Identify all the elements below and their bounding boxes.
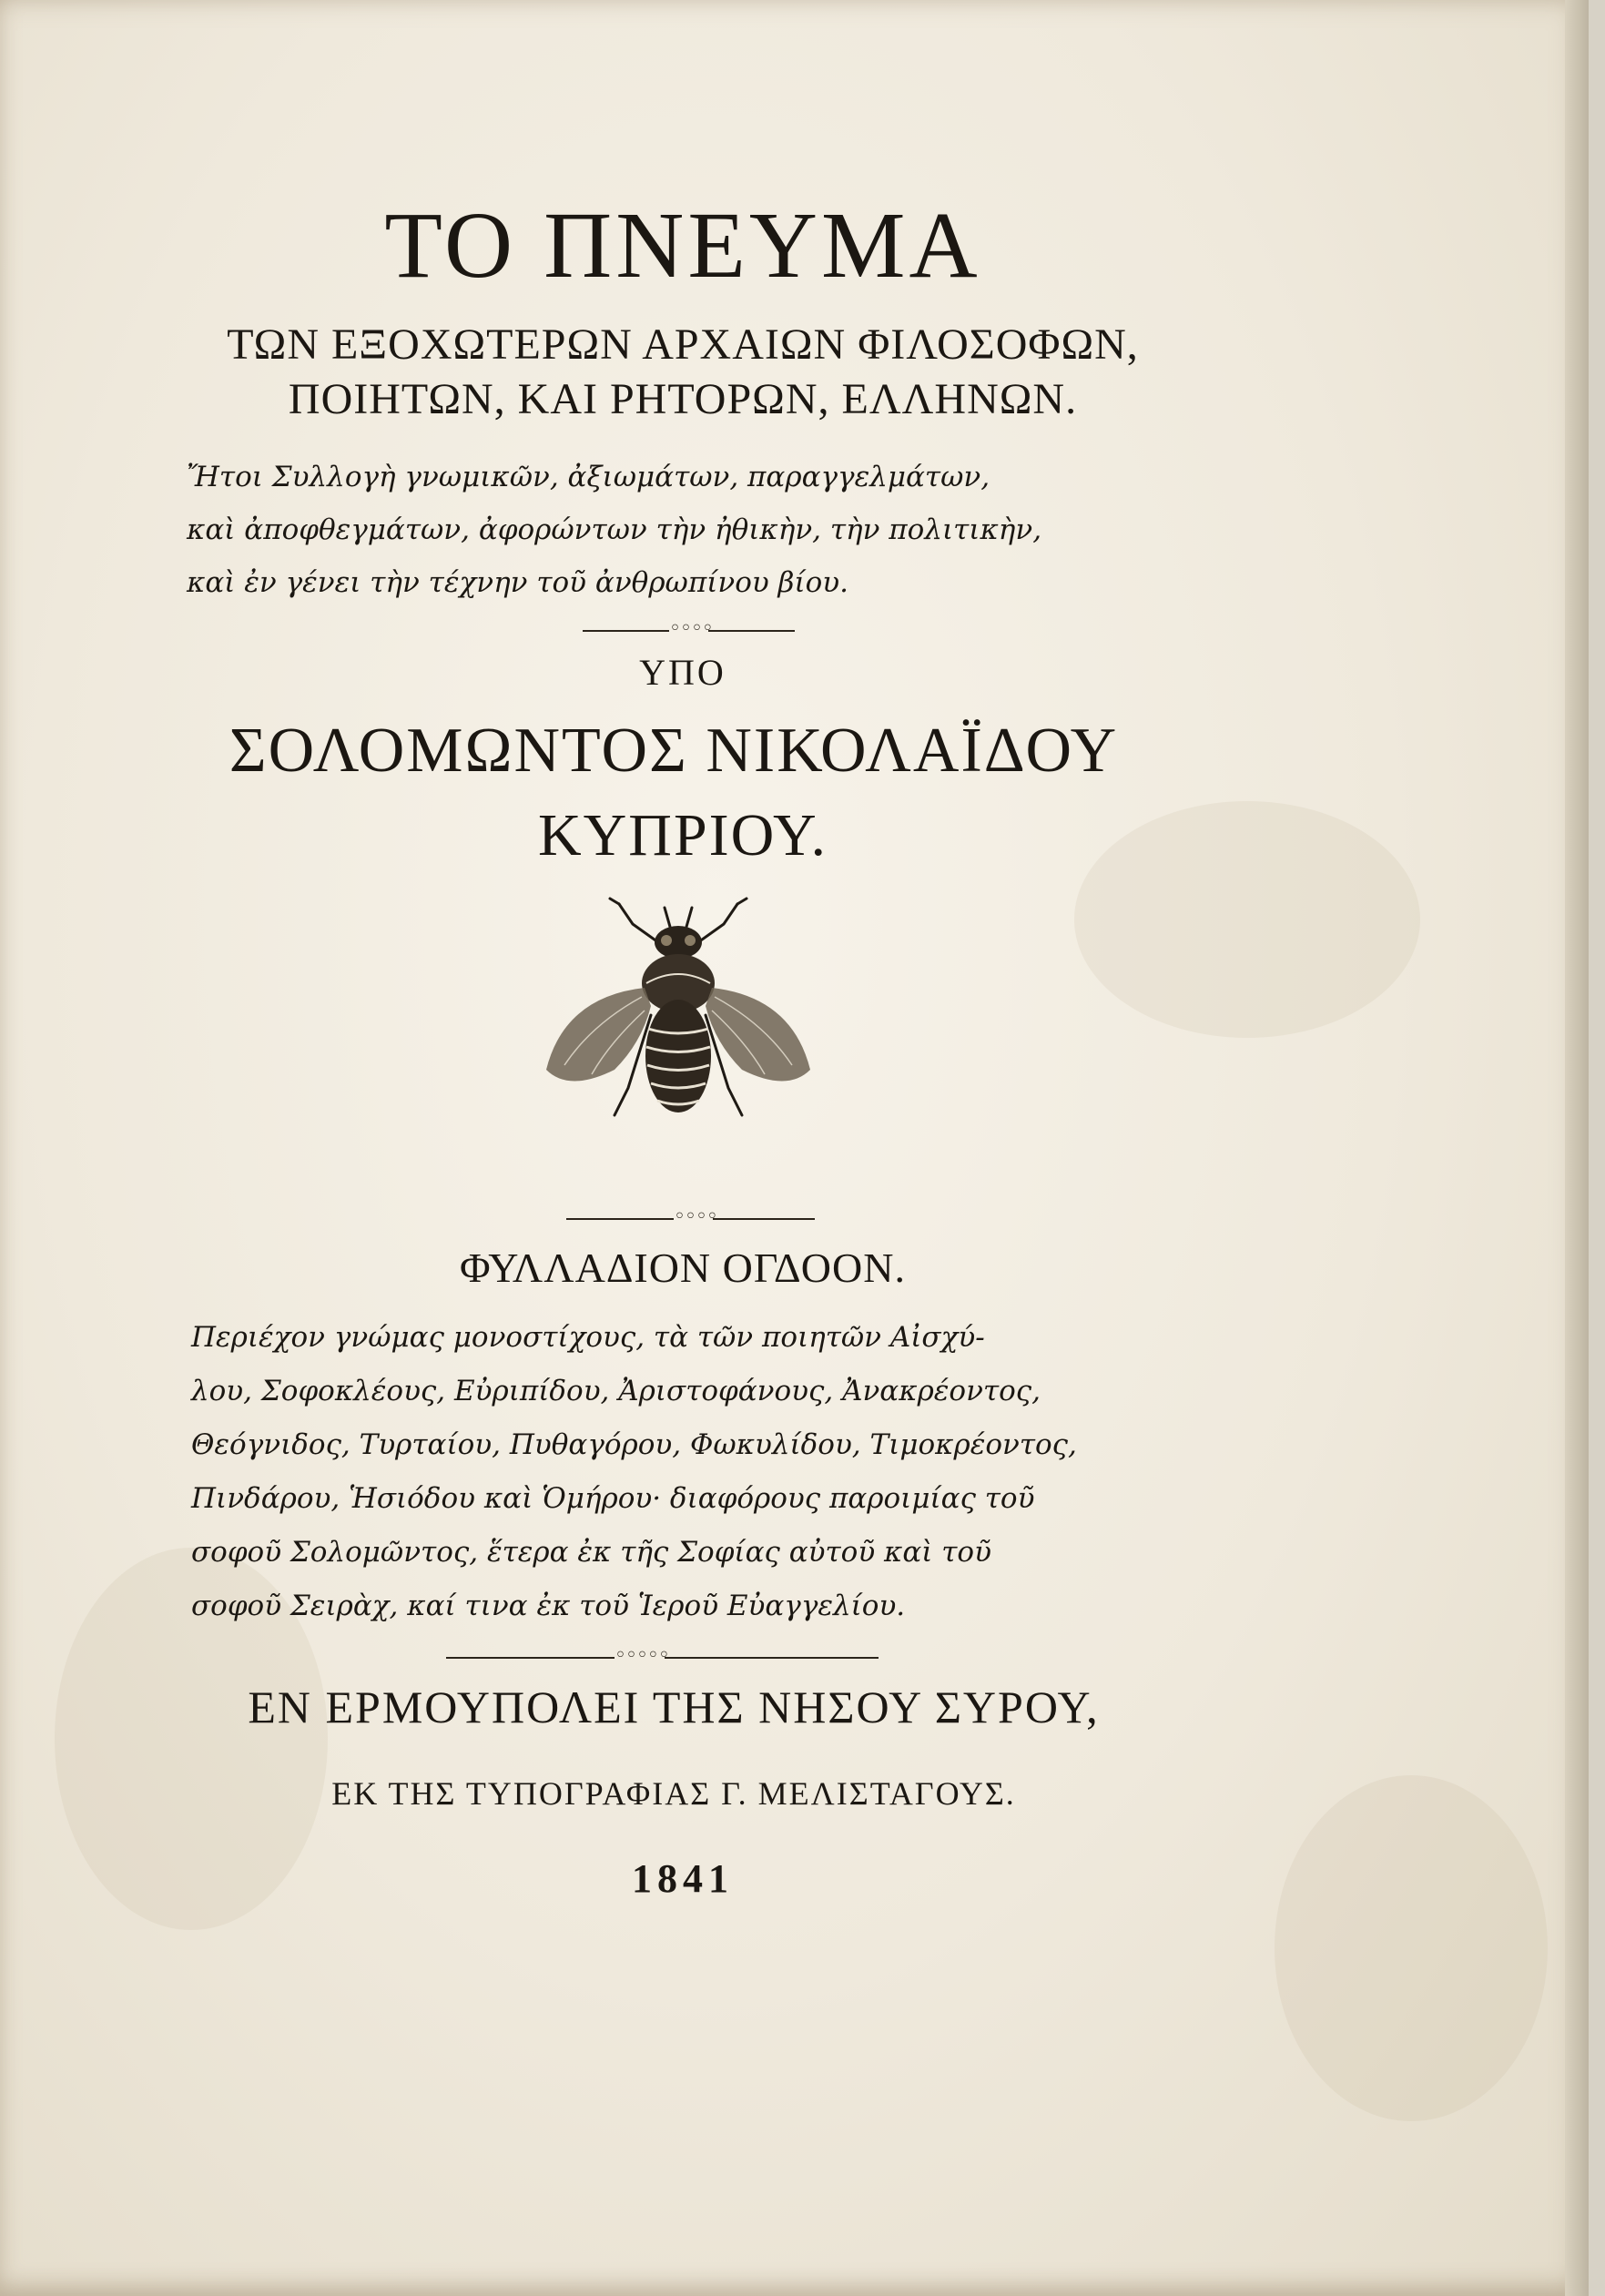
subtitle-line-1: ΤΩΝ ΕΞΟΧΩΤΕΡΩΝ ΑΡΧΑΙΩΝ ΦΙΛΟΣΟΦΩΝ, [227,320,1139,369]
issue-label: ΦΥΛΛΑΔΙΟΝ ΟΓΔΟΟΝ. [460,1245,906,1291]
title-page: ΤΟ ΠΝΕΥΜΑ ΤΩΝ ΕΞΟΧΩΤΕΡΩΝ ΑΡΧΑΙΩΝ ΦΙΛΟΣΟΦΩΝ, ΠΟΙΗΤΩΝ, ΚΑΙ ΡΗΤΟΡΩΝ, ΕΛΛΗΝΩΝ. Ἤτοι Συλλογὴ γνωμικῶν, ἀξιωμάτων, παραγγελμάτων, καὶ ἀποφθεγμάτων, ἀφορώντων τὴν ἠθικὴν, τὴν πολιτικὴν, καὶ ἐν γένει τὴν τέχνην τοῦ ἀνθρωπίνου βίου. ◦◦◦◦ ΥΠΟ ΣΟΛΟΜΩΝΤΟΣ ΝΙΚΟΛΑΪΔΟΥ ΚΥΠΡΙΟΥ. ◦◦◦◦ ΦΥΛΛΑΔΙΟΝ ΟΓΔΟΟΝ. Περιέχον γνώμας μονοστίχους, τὰ τῶν ποιητῶν Αἰσχύ- λου, Σοφοκλέους, Εὐριπίδου, Ἀριστοφάνους, Ἀνακρέοντος, Θεόγνιδος, Τυρταίου, Πυθαγόρου, Φωκυλίδου, Τιμοκρέοντος, Πινδάρου, Ἡσιόδου καὶ Ὁμήρου· διαφόρους παροιμίας τοῦ σοφοῦ Σολομῶντος, ἕτερα ἐκ τῆς Σοφίας αὐτοῦ καὶ τοῦ σοφοῦ Σειρὰχ, καί τινα ἐκ τοῦ Ἱεροῦ Εὐαγγελίου. ◦◦◦◦◦ ΕΝ ΕΡΜΟΥΠΟΛΕΙ ΤΗΣ ΝΗΣΟΥ ΣΥΡΟΥ, ΕΚ ΤΗΣ ΤΥΠΟΓΡΑΦΙΑΣ Γ. ΜΕΛΙΣΤΑΓΟΥΣ. 1841 [0,0,1589,2296]
contents-line: Περιέχον γνώμας μονοστίχους, τὰ τῶν ποιητῶν Αἰσχύ- [191,1321,985,1354]
contents-line: λου, Σοφοκλέους, Εὐριπίδου, Ἀριστοφάνους, Ἀνακρέοντος, [191,1375,1041,1407]
imprint-year: 1841 [632,1856,734,1901]
paper-stain [1275,1775,1548,2121]
bee-icon [528,897,828,1133]
description [187,451,1197,609]
contents-line: Θεόγνιδος, Τυρταίου, Πυθαγόρου, Φωκυλίδου, Τιμοκρέοντος, [191,1428,1077,1461]
description-line: καὶ ἀποφθεγμάτων, ἀφορώντων τὴν ἠθικὴν, τὴν πολιτικὴν, [187,513,1042,546]
contents-description [191,1311,1188,1633]
book-title: ΤΟ ΠΝΕΥΜΑ [384,193,981,298]
author-origin: ΚΥΠΡΙΟΥ. [537,802,828,869]
paper-stain [1074,801,1420,1038]
contents-line: σοφοῦ Σειρὰχ, καί τινα ἐκ τοῦ Ἱεροῦ Εὐαγγελίου. [191,1590,906,1622]
description-line: Ἤτοι Συλλογὴ γνωμικῶν, ἀξιωμάτων, παραγγελμάτων, [187,461,990,493]
description-line: καὶ ἐν γένει τὴν τέχνην τοῦ ἀνθρωπίνου βίου. [187,566,849,599]
imprint-place: ΕΝ ΕΡΜΟΥΠΟΛΕΙ ΤΗΣ ΝΗΣΟΥ ΣΥΡΟΥ, [248,1681,1100,1732]
author-name: ΣΟΛΟΜΩΝΤΟΣ ΝΙΚΟΛΑΪΔΟΥ [229,716,1119,786]
page-edge [1565,0,1589,2296]
by-label: ΥΠΟ [639,652,726,693]
imprint-printer: ΕΚ ΤΗΣ ΤΥΠΟΓΡΑΦΙΑΣ Γ. ΜΕΛΙΣΤΑΓΟΥΣ. [331,1775,1016,1812]
subtitle-line-2: ΠΟΙΗΤΩΝ, ΚΑΙ ΡΗΤΟΡΩΝ, ΕΛΛΗΝΩΝ. [288,375,1078,423]
contents-line: Πινδάρου, Ἡσιόδου καὶ Ὁμήρου· διαφόρους παροιμίας τοῦ [191,1482,1035,1515]
contents-line: σοφοῦ Σολομῶντος, ἕτερα ἐκ τῆς Σοφίας αὐτοῦ καὶ τοῦ [191,1536,991,1569]
